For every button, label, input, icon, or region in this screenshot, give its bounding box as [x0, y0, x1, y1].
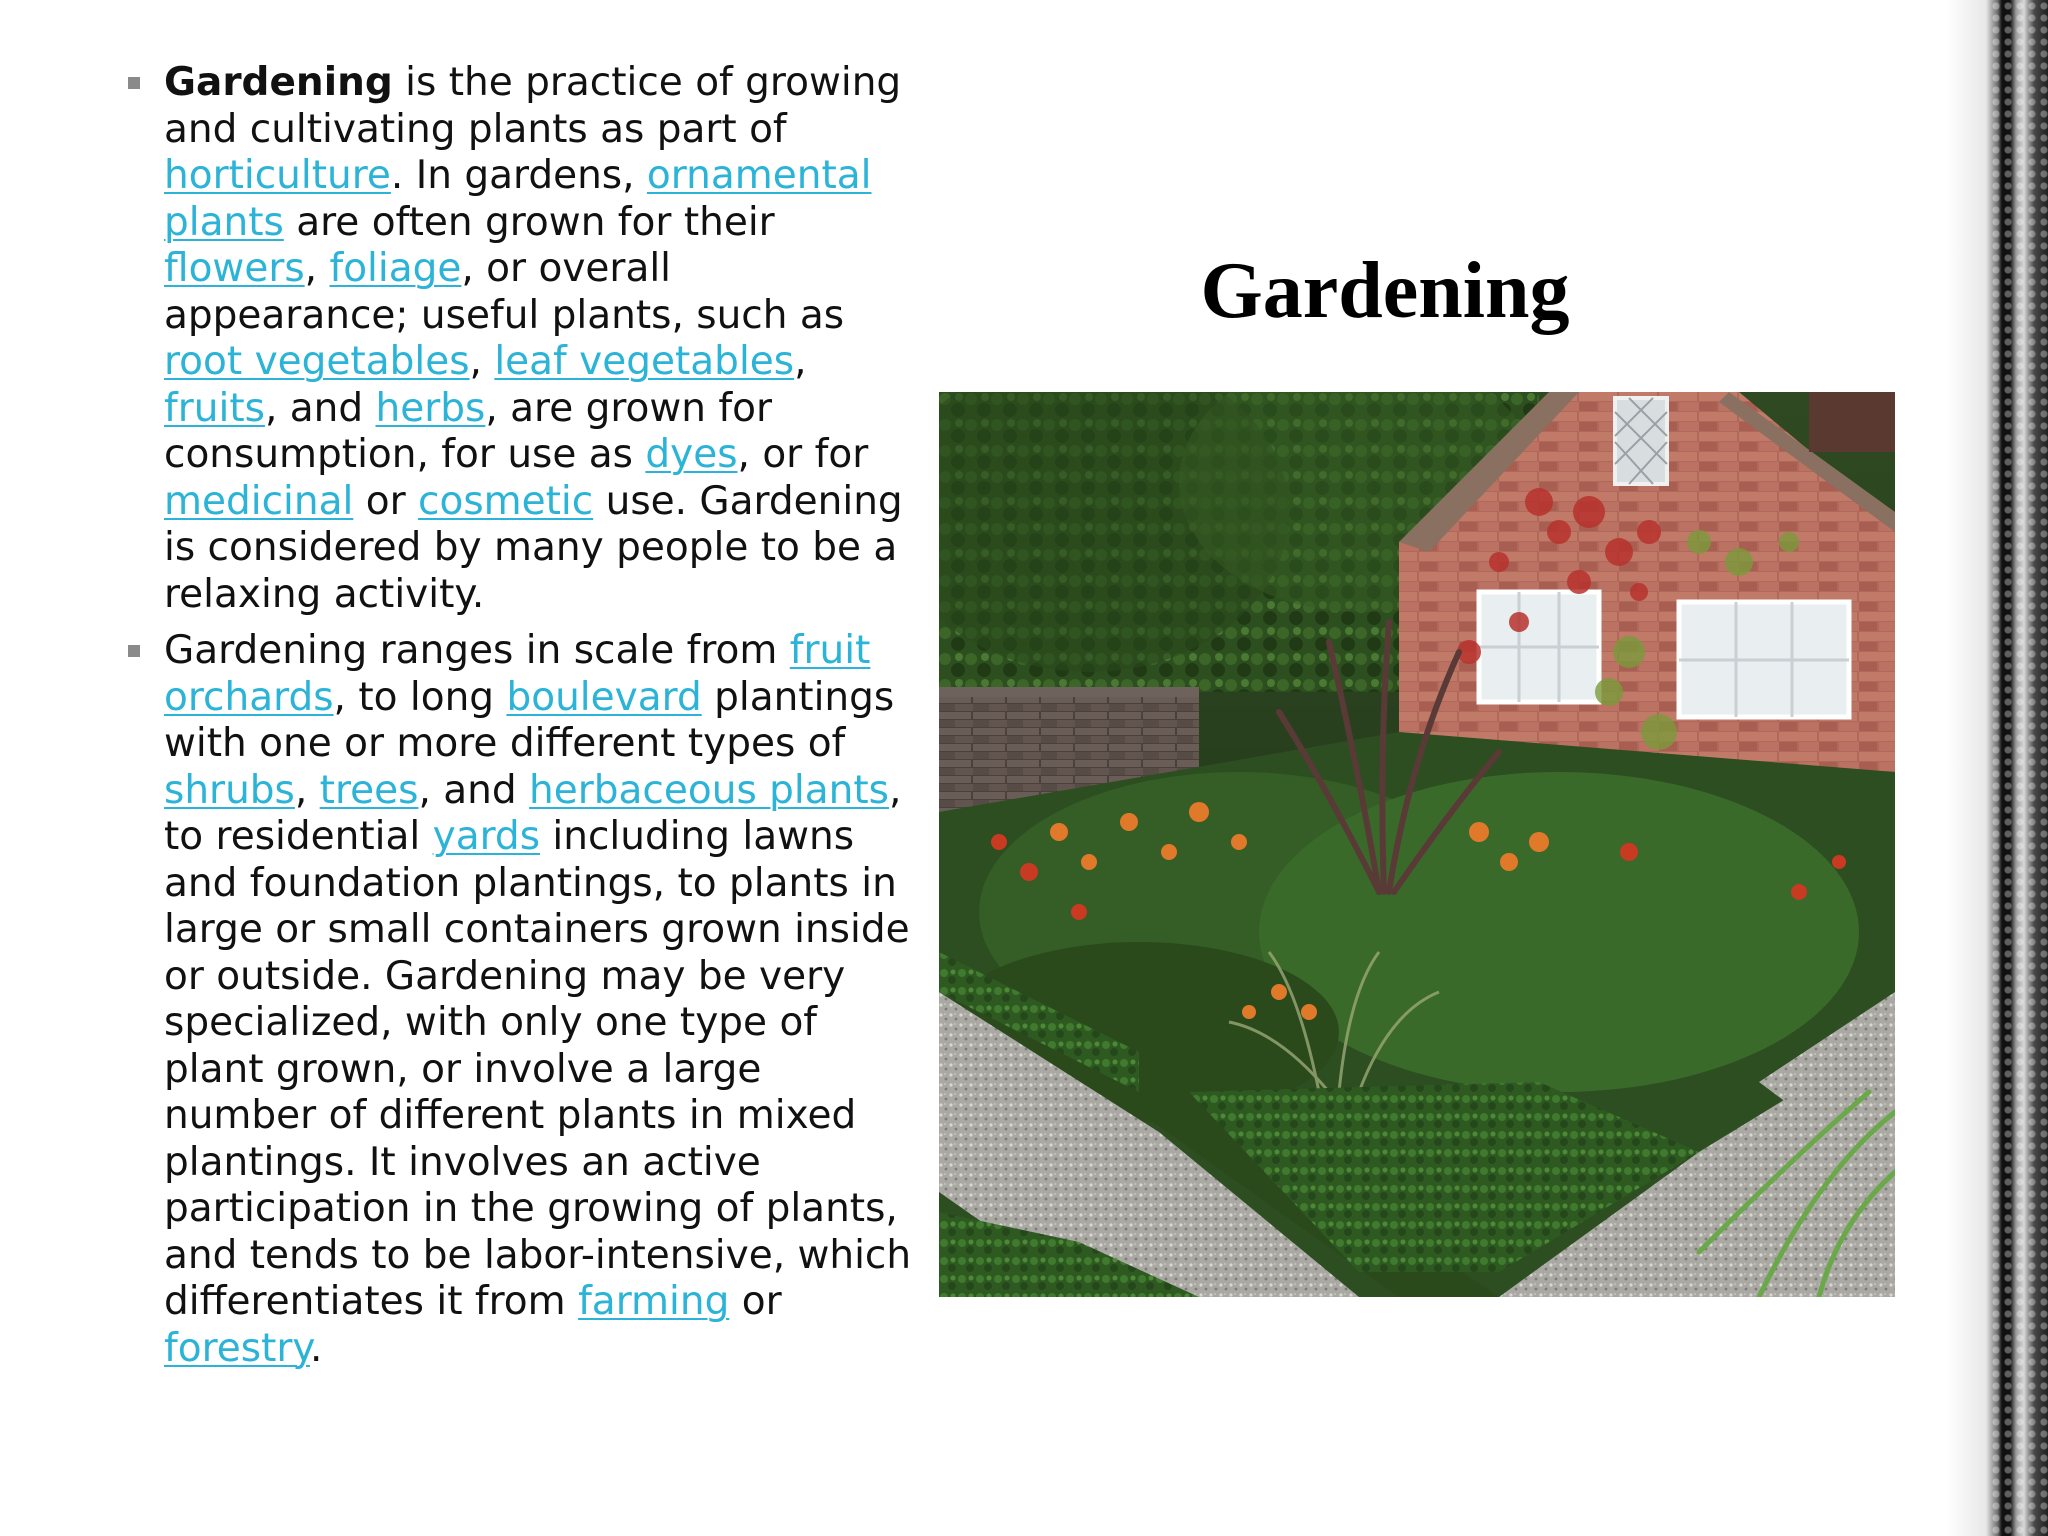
text-run: or	[353, 478, 419, 524]
text-run: , or for	[737, 432, 869, 477]
text-run: , and	[264, 385, 376, 431]
text-run: are often grown for their	[283, 199, 775, 245]
text-run: .	[309, 1325, 323, 1371]
hyperlink[interactable]: fruit orchards	[164, 628, 871, 720]
hyperlink[interactable]: foliage	[329, 246, 462, 291]
decorative-edge-strip	[1946, 0, 2048, 1536]
hyperlink[interactable]: shrubs	[164, 767, 295, 813]
bold-term: Gardening	[164, 60, 393, 105]
bullet-text	[164, 628, 914, 1372]
hyperlink[interactable]: flowers	[164, 246, 305, 291]
hyperlink[interactable]: medicinal	[164, 478, 354, 524]
hyperlink[interactable]: boulevard	[506, 674, 702, 720]
text-run: plantings with one or more different types of	[164, 674, 895, 766]
text-run: ,	[794, 339, 807, 384]
text-run: , are grown for consumption, for use as	[164, 385, 773, 477]
hyperlink[interactable]: herbs	[375, 385, 486, 431]
text-run: Gardening ranges in scale from	[164, 628, 790, 673]
text-run: is the practice of growing and cultivating plants as part of	[164, 60, 902, 152]
text-run: or	[729, 1279, 782, 1324]
text-run: use. Gardening is considered by many people to be a relaxing activity.	[164, 478, 903, 617]
hyperlink[interactable]: root vegetables	[164, 339, 470, 384]
text-run: ,	[304, 246, 330, 291]
hyperlink[interactable]: horticulture	[164, 153, 391, 198]
hyperlink[interactable]: ornamental plants	[164, 153, 872, 245]
square-bullet-icon	[128, 77, 140, 89]
garden-photo	[939, 392, 1895, 1297]
hyperlink[interactable]: herbaceous plants	[529, 767, 889, 813]
bullet-item-1	[124, 60, 914, 618]
text-run: , to long	[333, 674, 507, 720]
text-run: , and	[418, 767, 530, 813]
bullet-text	[164, 60, 914, 618]
hyperlink[interactable]: farming	[578, 1279, 730, 1324]
body-text-column	[124, 60, 914, 1382]
hyperlink[interactable]: trees	[319, 767, 419, 813]
square-bullet-icon	[128, 645, 140, 657]
text-run: , or overall appearance; useful plants, such as	[164, 246, 845, 338]
hyperlink[interactable]: dyes	[645, 432, 738, 477]
text-run: . In gardens,	[390, 153, 647, 198]
text-run: , to residential	[164, 767, 902, 859]
hyperlink[interactable]: fruits	[164, 385, 265, 431]
text-run: including lawns and foundation plantings, to plants in large or small containers grown inside or outside. Gardening may be very specialized, with only one type of plant grown, or involve a large number of different plants in mixed plantings. It involves an active participation in the growing of plants, and tends to be labor-intensive, which differentiates it from	[164, 814, 912, 1324]
text-run: ,	[469, 339, 495, 384]
hyperlink[interactable]: leaf vegetables	[494, 339, 795, 384]
text-run: ,	[294, 767, 320, 813]
hyperlink[interactable]: cosmetic	[418, 478, 594, 524]
bullet-item-2	[124, 628, 914, 1372]
hyperlink[interactable]: yards	[432, 814, 541, 859]
slide-title: Gardening	[1200, 247, 1570, 335]
garden-photo-icon	[939, 392, 1895, 1297]
hyperlink[interactable]: forestry	[164, 1325, 310, 1371]
